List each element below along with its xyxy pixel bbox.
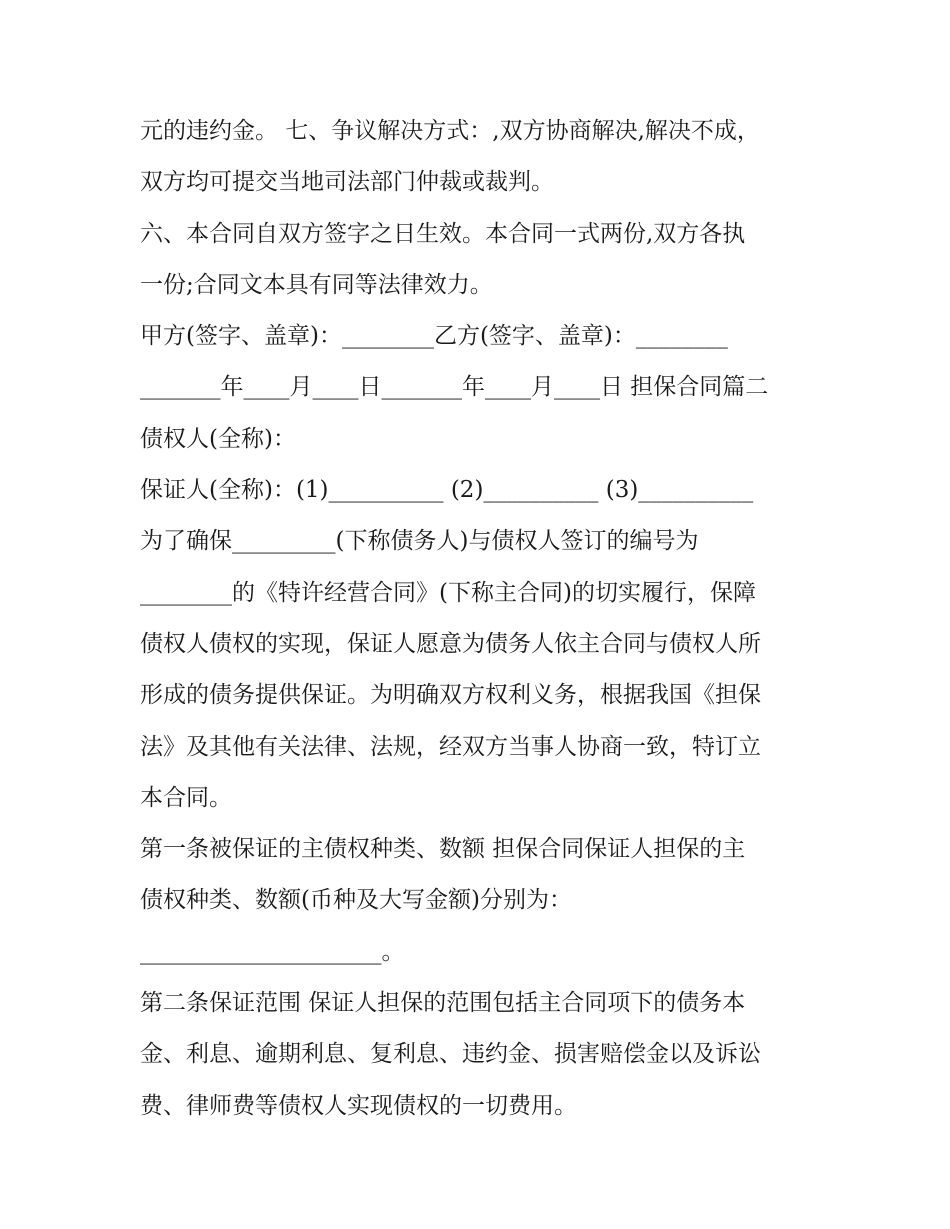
text-line: 元的违约金。 七、争议解决方式：,双方协商解决,解决不成， [140, 118, 760, 144]
date-line: _______年____月____日_______年____月____日 担保合同篇二 [140, 374, 769, 401]
text-line: 债权种类、数额(币种及大写金额)分别为： [140, 887, 572, 914]
text-line: 费、律师费等债权人实现债权的一切费用。 [140, 1092, 577, 1119]
text-line: 法》及其他有关法律、法规，经双方当事人协商一致，特订立 [140, 733, 761, 760]
text-line: 债权人债权的实现，保证人愿意为债务人依主合同与债权人所 [140, 630, 761, 657]
blank-fill-line: _____________________。 [140, 938, 405, 965]
article-two-heading: 第二条保证范围 保证人担保的范围包括主合同项下的债务本 [140, 990, 746, 1017]
signature-line: 甲方(签字、盖章)：________乙方(签字、盖章)：________ [140, 323, 728, 350]
text-line: ________的《特许经营合同》(下称主合同)的切实履行，保障 [140, 579, 756, 606]
text-line: 金、利息、逾期利息、复利息、违约金、损害赔偿金以及诉讼 [140, 1041, 761, 1068]
text-line: 双方均可提交当地司法部门仲裁或裁判。 [140, 169, 554, 196]
contract-text [140, 106, 820, 1132]
guarantor-line: 保证人(全称)：(1)__________ (2)__________ (3)__________ [140, 477, 754, 504]
creditor-line: 债权人(全称)： [140, 425, 296, 452]
text-line: 本合同。 [140, 784, 232, 811]
text-line: 形成的债务提供保证。为明确双方权利义务，根据我国《担保 [140, 682, 761, 709]
text-line: 六、本合同自双方签字之日生效。本合同一式两份,双方各执 [140, 220, 746, 247]
text-line: 为了确保_________(下称债务人)与债权人签订的编号为 [140, 528, 699, 555]
article-one-heading: 第一条被保证的主债权种类、数额 担保合同保证人担保的主 [140, 836, 746, 863]
text-line: 一份;合同文本具有同等法律效力。 [140, 271, 493, 298]
